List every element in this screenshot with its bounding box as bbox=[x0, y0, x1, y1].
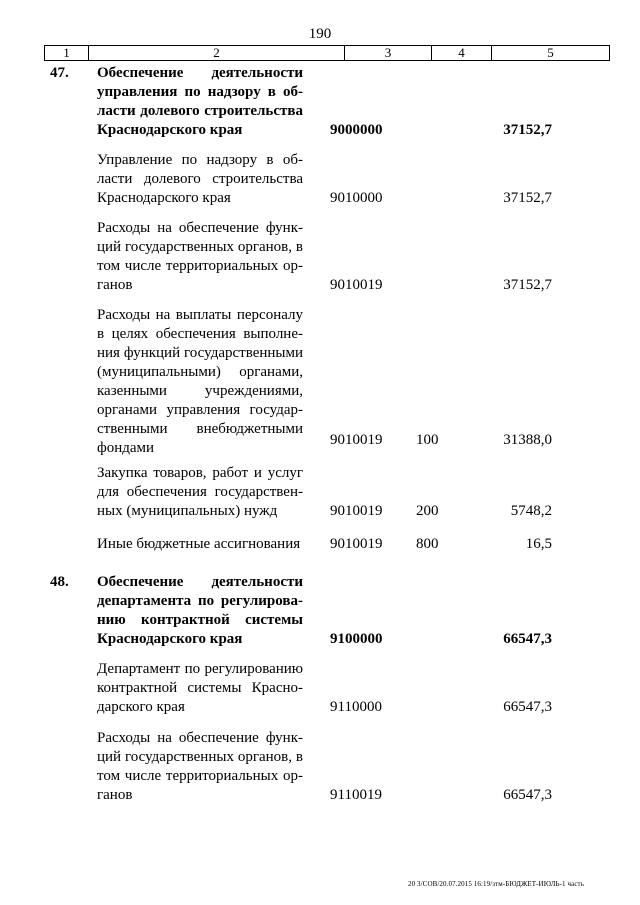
row-description: Расходы на обеспечение функций государственных органов, в том числе территориальных органов bbox=[97, 730, 303, 803]
row-amount: 37152,7 bbox=[503, 122, 552, 138]
row-amount: 16,5 bbox=[525, 536, 552, 552]
header-col-5: 5 bbox=[547, 45, 554, 60]
row-amount: 37152,7 bbox=[503, 190, 552, 206]
header-col-2: 2 bbox=[89, 46, 345, 60]
row-code: 9110000 bbox=[330, 699, 382, 715]
row-amount: 31388,0 bbox=[503, 432, 552, 448]
row-amount: 37152,7 bbox=[503, 277, 552, 293]
row-amount: 66547,3 bbox=[503, 787, 552, 803]
row-code: 9010019 bbox=[330, 432, 383, 448]
row-code: 9100000 bbox=[330, 631, 383, 647]
row-description: Закупка товаров, работ и услуг для обеспечения государственных (муниципальных) нужд bbox=[97, 465, 303, 519]
row-expense-type: 100 bbox=[416, 432, 439, 448]
row-code: 9010000 bbox=[330, 190, 383, 206]
row-expense-type: 200 bbox=[416, 503, 439, 519]
row-description: Управление по надзору в области долевого строительства Краснодарского края bbox=[97, 152, 303, 206]
row-description: Иные бюджетные ассигнования bbox=[97, 536, 301, 552]
row-description: Расходы на обеспечение функций государственных органов, в том числе территориальных органов bbox=[97, 220, 303, 293]
row-amount: 5748,2 bbox=[510, 503, 552, 519]
row-number: 47. bbox=[50, 65, 69, 81]
row-description: Обеспечение деятельности департамента по регулированию контрактной системы Краснодарского края bbox=[97, 574, 303, 647]
header-col-1: 1 bbox=[45, 46, 89, 60]
page-number: 190 bbox=[308, 26, 332, 42]
header-col-4: 4 bbox=[432, 46, 492, 60]
header-col-3: 3 bbox=[345, 46, 432, 60]
row-code: 9110019 bbox=[330, 787, 382, 803]
row-expense-type: 800 bbox=[416, 536, 439, 552]
row-description: Расходы на выплаты персоналу в целях обеспечения выполнения функций государственными (муниципальными) органами, казенными учреждениями, органами управления государственными внебюджетными фондами bbox=[97, 307, 303, 456]
row-amount: 66547,3 bbox=[503, 631, 552, 647]
row-code: 9010019 bbox=[330, 536, 383, 552]
row-code: 9010019 bbox=[330, 277, 383, 293]
table-header bbox=[44, 45, 610, 61]
row-description: Обеспечение деятельности управления по надзору в области долевого строительства Краснодарского края bbox=[97, 65, 303, 138]
row-number: 48. bbox=[50, 574, 69, 590]
row-amount: 66547,3 bbox=[503, 699, 552, 715]
row-code: 9010019 bbox=[330, 503, 383, 519]
row-code: 9000000 bbox=[330, 122, 383, 138]
footer-stamp: 20 3/СОВ/20.07.2015 16:19/зтм-БЮДЖЕТ-ИЮЛЬ-1 часть bbox=[407, 880, 584, 888]
row-description: Департамент по регулированию контрактной системы Краснодарского края bbox=[97, 661, 303, 715]
